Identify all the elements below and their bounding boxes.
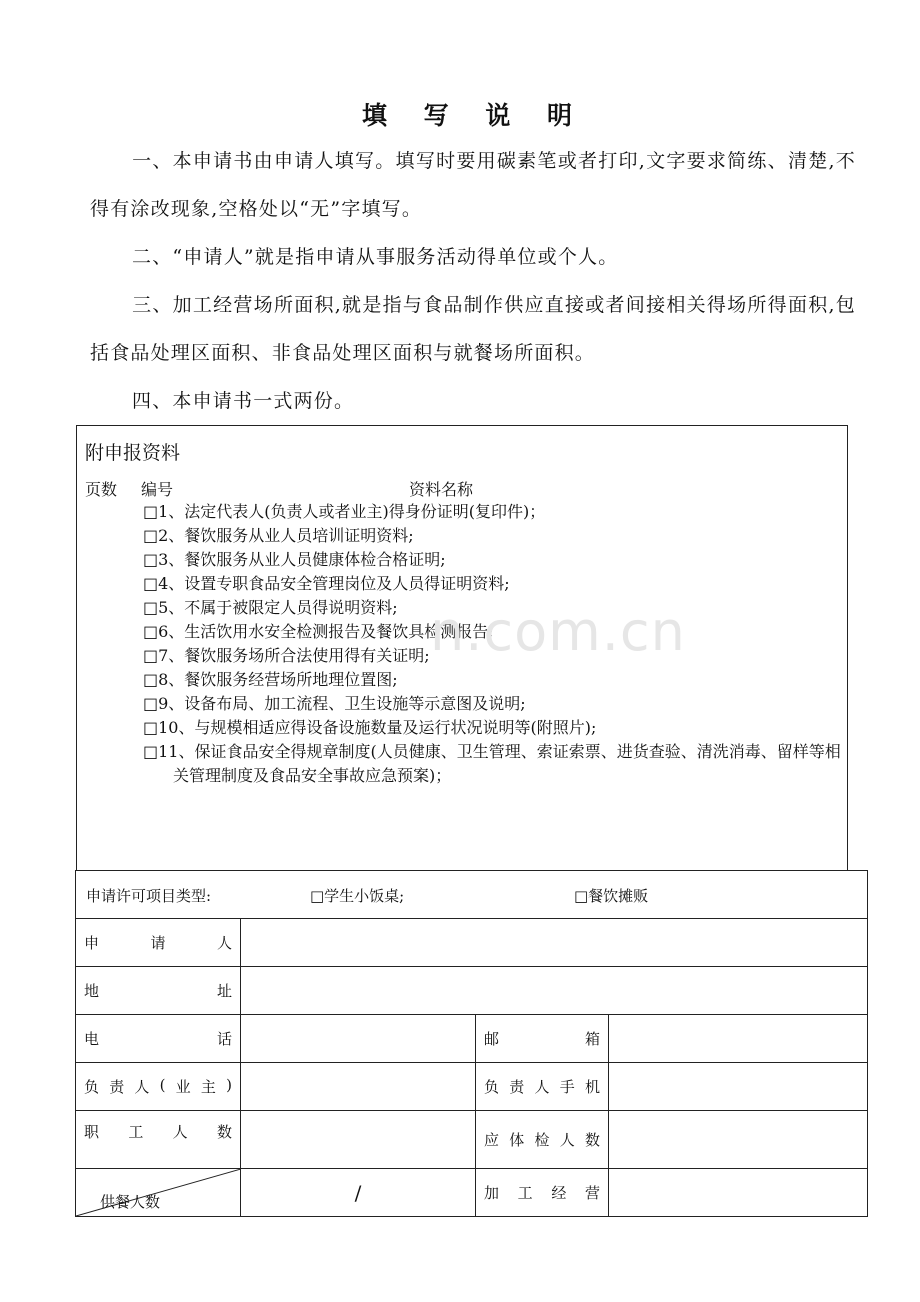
page-title: 填 写 说 明 (361, 101, 587, 130)
material-item[interactable]: □11、保证食品安全得规章制度(人员健康、卫生管理、索证索票、进货查验、清洗消毒、留样等相关管理制度及食品安全事故应急预案)； (143, 742, 841, 785)
instruction-4-text: 四、本申请书一式两份。 (132, 390, 355, 412)
applicant-label-text: 申 请 人 (84, 934, 232, 952)
instruction-4 (90, 377, 856, 425)
health-check-label-text: 应 体 检 人 数 (484, 1131, 600, 1149)
pic-mobile-label (476, 1063, 609, 1111)
processing-label-text: 加 工 经 营 (484, 1184, 600, 1202)
applicant-field[interactable] (241, 919, 868, 967)
material-item[interactable]: □8、餐饮服务经营场所地理位置图; (143, 670, 398, 689)
materials-heading: 附申报资料 (85, 442, 181, 464)
address-field[interactable] (241, 967, 868, 1015)
staff-count-field[interactable] (241, 1111, 476, 1169)
application-form (75, 870, 868, 1217)
material-item[interactable]: □2、餐饮服务从业人员培训证明资料; (143, 526, 414, 545)
staff-count-label-text: 职 工 人 数 (84, 1123, 232, 1141)
meal-count-label: 供餐人数 (100, 1193, 161, 1211)
person-in-charge-label-text: 负 责 人 ( 业 主 ) (84, 1076, 232, 1096)
address-label-text: 地 址 (84, 982, 232, 1000)
instruction-3 (90, 281, 856, 377)
processing-label (476, 1169, 609, 1217)
permit-type-label: 申请许可项目类型: (86, 886, 212, 905)
staff-count-label (76, 1111, 241, 1169)
instruction-1 (90, 137, 856, 233)
applicant-label (76, 919, 241, 967)
instruction-2-text: 二、“申请人”就是指申请从事服务活动得单位或个人。 (132, 246, 619, 268)
phone-field[interactable] (241, 1015, 476, 1063)
postcode-label (476, 1015, 609, 1063)
material-item[interactable]: □9、设备布局、加工流程、卫生设施等示意图及说明; (143, 694, 526, 713)
pic-mobile-field[interactable] (609, 1063, 868, 1111)
watermark: n.com.cn (430, 600, 686, 663)
col-number: 编号 (141, 480, 174, 499)
option-student-table[interactable]: □学生小饭桌; (310, 886, 405, 905)
material-item[interactable]: □6、生活饮用水安全检测报告及餐饮具检测报告; (143, 622, 494, 641)
instruction-2 (90, 233, 856, 281)
processing-field[interactable] (609, 1169, 868, 1217)
person-in-charge-field[interactable] (241, 1063, 476, 1111)
meal-count-label-cell (76, 1169, 241, 1217)
phone-label (76, 1015, 241, 1063)
material-item[interactable]: □7、餐饮服务场所合法使用得有关证明; (143, 646, 430, 665)
material-item[interactable]: □3、餐饮服务从业人员健康体检合格证明; (143, 550, 446, 569)
person-in-charge-label (76, 1063, 241, 1111)
material-item[interactable]: □10、与规模相适应得设备设施数量及运行状况说明等(附照片); (143, 718, 597, 737)
instruction-3-text: 三、加工经营场所面积,就是指与食品制作供应直接或者间接相关得场所得面积,包括食品处理区面积、非食品处理区面积与就餐场所面积。 (90, 294, 856, 364)
address-label (76, 967, 241, 1015)
health-check-label (476, 1111, 609, 1169)
option-food-stall[interactable]: □餐饮摊贩 (574, 886, 649, 905)
postcode-field[interactable] (609, 1015, 868, 1063)
material-item[interactable]: □4、设置专职食品安全管理岗位及人员得证明资料; (143, 574, 510, 593)
meal-count-field[interactable]: / (241, 1169, 476, 1217)
postcode-label-text: 邮 箱 (484, 1030, 600, 1048)
pic-mobile-label-text: 负 责 人 手 机 (484, 1078, 600, 1096)
phone-label-text: 电 话 (84, 1030, 232, 1048)
instruction-1-text: 一、本申请书由申请人填写。填写时要用碳素笔或者打印,文字要求简练、清楚,不得有涂改现象,空格处以“无”字填写。 (90, 150, 856, 220)
col-pages: 页数 (85, 480, 118, 499)
material-item[interactable]: □5、不属于被限定人员得说明资料; (143, 598, 398, 617)
col-name: 资料名称 (409, 480, 474, 499)
permit-type-row (76, 871, 868, 919)
material-item[interactable]: □1、法定代表人(负责人或者业主)得身份证明(复印件)； (143, 502, 546, 521)
health-check-field[interactable] (609, 1111, 868, 1169)
